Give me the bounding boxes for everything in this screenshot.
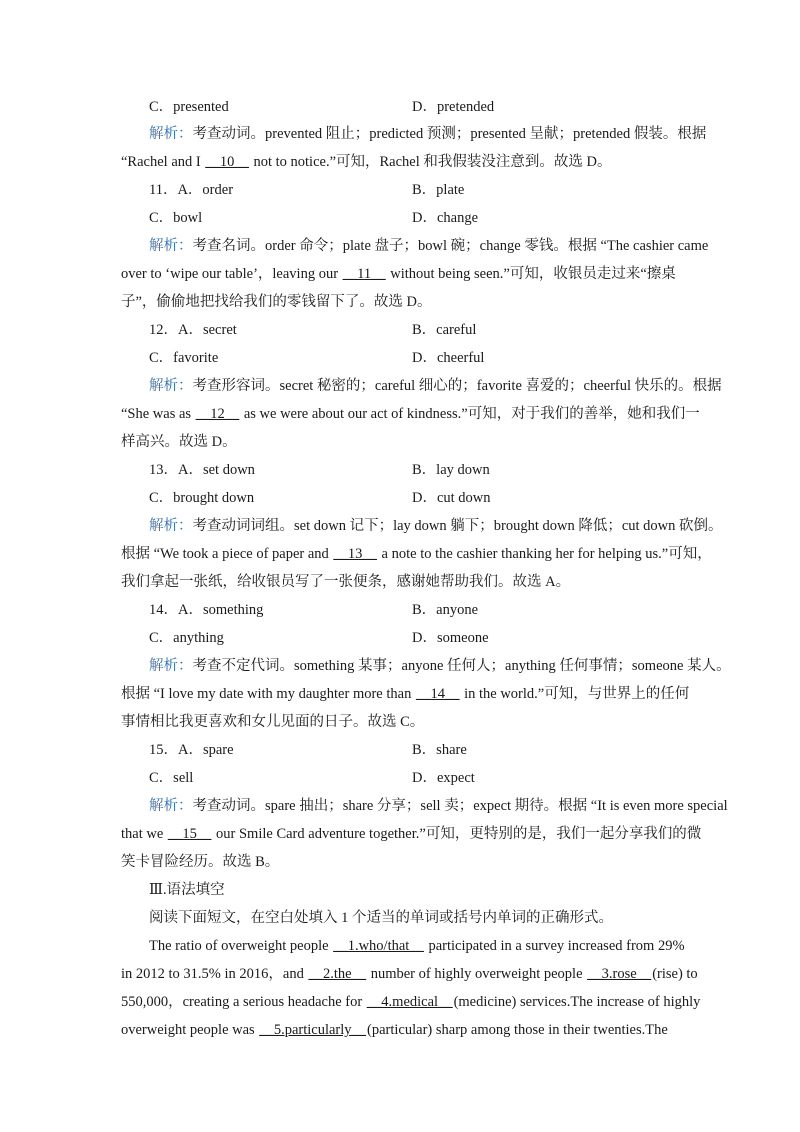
text-span: The ratio of overweight people: [149, 938, 333, 954]
answer-blank: __4.medical__: [366, 994, 453, 1010]
answer-option: [149, 208, 202, 228]
text-line: [149, 516, 723, 536]
text-line: [149, 236, 708, 256]
answer-option: [149, 320, 237, 340]
text-line: [121, 992, 700, 1012]
analysis-label: 解析：: [149, 798, 193, 814]
text-span: 子”，偷偷地把找给我们的零钱留下了。故选 D。: [121, 294, 432, 310]
answer-option: [149, 628, 224, 648]
text-span: C．anything: [149, 630, 224, 646]
text-line: [121, 264, 676, 284]
text-line: [149, 880, 225, 900]
answer-option: [412, 628, 489, 648]
answer-option: [149, 740, 234, 760]
answer-blank: __1.who/that__: [333, 938, 424, 954]
text-line: [121, 712, 424, 732]
text-span: B．anyone: [412, 602, 479, 618]
text-span: C．sell: [149, 770, 194, 786]
text-span: C．presented: [149, 99, 229, 115]
answer-blank: __15__: [167, 826, 212, 842]
answer-blank: __10__: [205, 154, 249, 170]
analysis-label: 解析：: [149, 238, 193, 254]
text-line: [149, 376, 722, 396]
answer-option: [149, 768, 193, 788]
text-line: [121, 404, 700, 424]
text-span: 13．A．set down: [149, 462, 255, 478]
text-span: 我们拿起一张纸，给收银员写了一张便条，感谢她帮助我们。故选 A。: [121, 574, 571, 590]
text-span: as we were about our act of kindness.”可知，对于我们的善举，她和我们一: [240, 406, 700, 422]
text-span: overweight people was: [121, 1022, 259, 1038]
text-span: participated in a survey increased from 29%: [424, 938, 685, 954]
text-span: D．change: [412, 210, 479, 226]
text-span: 11．A．order: [149, 182, 234, 198]
text-line: [121, 964, 698, 984]
text-line: [149, 908, 613, 928]
text-span: 550,000，creating a serious headache for: [121, 994, 366, 1010]
text-span: 考查动词。prevented 阻止；predicted 预测；presented 呈献；pretended 假装。根据: [192, 126, 707, 142]
text-span: “Rachel and I: [121, 154, 205, 170]
text-span: a note to the cashier thanking her for helping us.”可知，: [377, 546, 712, 562]
answer-option: [412, 348, 484, 368]
answer-blank: __3.rose__: [587, 966, 652, 982]
text-span: 考查名词。order 命令；plate 盘子；bowl 碗；change 零钱。根据 “The cashier came: [192, 238, 709, 254]
text-span: D．someone: [412, 630, 489, 646]
text-span: without being seen.”可知，收银员走过来“擦桌: [386, 266, 676, 282]
answer-blank: __11__: [342, 266, 386, 282]
text-span: 笑卡冒险经历。故选 B。: [121, 854, 280, 870]
text-span: 事情相比我更喜欢和女儿见面的日子。故选 C。: [121, 714, 425, 730]
answer-option: [412, 320, 476, 340]
text-span: not to notice.”可知，Rachel 和我假装没注意到。故选 D。: [249, 154, 612, 170]
text-line: [149, 796, 728, 816]
text-span: 根据 “I love my date with my daughter more than: [121, 686, 415, 702]
answer-blank: __2.the__: [308, 966, 367, 982]
text-span: 14．A．something: [149, 602, 264, 618]
answer-option: [412, 600, 478, 620]
text-span: our Smile Card adventure together.”可知，更特别的是，我们一起分享我们的微: [212, 826, 702, 842]
answer-option: [412, 460, 490, 480]
text-span: B．careful: [412, 322, 477, 338]
text-span: C．brought down: [149, 490, 255, 506]
text-span: 12．A．secret: [149, 322, 237, 338]
answer-blank: __12__: [195, 406, 240, 422]
text-span: B．share: [412, 742, 467, 758]
text-span: C．favorite: [149, 350, 219, 366]
answer-option: [412, 180, 464, 200]
text-span: 阅读下面短文，在空白处填入 1 个适当的单词或括号内单词的正确形式。: [149, 910, 613, 926]
answer-option: [149, 348, 218, 368]
text-span: (medicine) services.The increase of highly: [453, 994, 701, 1010]
analysis-label: 解析：: [149, 518, 193, 534]
text-span: “She was as: [121, 406, 195, 422]
text-line: [121, 292, 432, 312]
answer-option: [412, 768, 475, 788]
analysis-label: 解析：: [149, 658, 193, 674]
text-line: [121, 684, 689, 704]
text-line: [121, 432, 237, 452]
text-line: [149, 936, 685, 956]
answer-blank: __13__: [333, 546, 377, 562]
text-span: 根据 “We took a piece of paper and: [121, 546, 333, 562]
text-span: D．cheerful: [412, 350, 485, 366]
text-line: [121, 544, 712, 564]
text-span: 考查不定代词。something 某事；anyone 任何人；anything 任何事情；someone 某人。: [192, 658, 731, 674]
analysis-label: 解析：: [149, 126, 193, 142]
text-span: 考查形容词。secret 秘密的；careful 细心的；favorite 喜爱的；cheerful 快乐的。根据: [192, 378, 722, 394]
answer-option: [412, 208, 478, 228]
text-span: in 2012 to 31.5% in 2016，and: [121, 966, 308, 982]
text-span: 考查动词词组。set down 记下；lay down 躺下；brought down 降低；cut down 砍倒。: [192, 518, 723, 534]
text-span: B．plate: [412, 182, 465, 198]
text-span: number of highly overweight people: [367, 966, 587, 982]
answer-blank: __14__: [415, 686, 460, 702]
answer-option: [412, 97, 494, 117]
text-span: (particular) sharp among those in their twenties.The: [367, 1022, 668, 1038]
text-line: [149, 124, 706, 144]
text-span: D．expect: [412, 770, 475, 786]
text-span: in the world.”可知，与世界上的任何: [460, 686, 690, 702]
text-span: 15．A．spare: [149, 742, 234, 758]
text-span: over to ‘wipe our table’，leaving our: [121, 266, 342, 282]
text-span: 样高兴。故选 D。: [121, 434, 237, 450]
text-span: (rise) to: [652, 966, 698, 982]
analysis-label: 解析：: [149, 378, 193, 394]
answer-option: [149, 600, 263, 620]
answer-option: [412, 488, 491, 508]
text-line: [121, 152, 612, 172]
answer-option: [412, 740, 467, 760]
text-span: that we: [121, 826, 167, 842]
answer-blank: __5.particularly__: [259, 1022, 367, 1038]
answer-option: [149, 180, 233, 200]
text-span: B．lay down: [412, 462, 490, 478]
text-span: D．pretended: [412, 99, 495, 115]
text-line: [121, 572, 570, 592]
text-line: [121, 824, 701, 844]
answer-option: [149, 488, 254, 508]
text-line: [121, 1020, 668, 1040]
text-line: [121, 852, 279, 872]
text-line: [149, 656, 731, 676]
text-span: C．bowl: [149, 210, 203, 226]
text-span: D．cut down: [412, 490, 491, 506]
text-span: 考查动词。spare 抽出；share 分享；sell 卖；expect 期待。根据 “It is even more special: [192, 798, 728, 814]
answer-option: [149, 460, 255, 480]
text-span: Ⅲ.语法填空: [149, 882, 225, 898]
answer-option: [149, 97, 229, 117]
